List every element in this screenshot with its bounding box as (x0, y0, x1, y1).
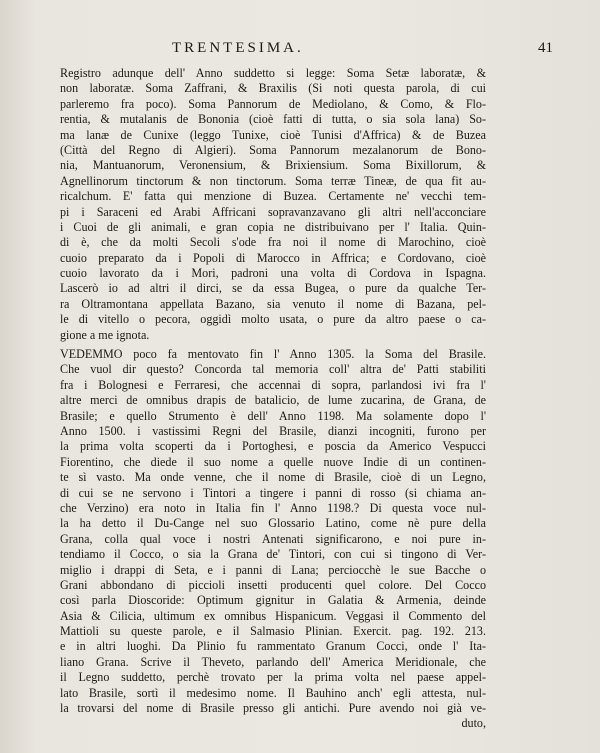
text-line: te sì vasto. Ma onde venne, che il nome di Brasile, cioè di un Legno, (60, 470, 486, 485)
text-line: gione a me ignota. (60, 327, 150, 342)
text-line: il Legno suddetto, perchè trovato per la prima volta nel paese appel- (60, 670, 486, 685)
text-line: la trovarsi del nome di Brasile presso gli antichi. Pure avendo noi già ve- (60, 701, 486, 716)
text-line: rentia, & mutalanis de Bononia (cioè fatti di tutta, o sia sola lana) So- (60, 112, 486, 127)
text-line: così parla Dioscoride: Optimum gignitur in Galatia & Armenia, deinde (60, 593, 486, 608)
paragraph (60, 347, 486, 716)
text-line: cuoio lavorato da i Mori, padroni una volta di Cordova in Ispagna. (60, 266, 486, 281)
text-line: Agnellinorum tinctorum & non tinctorum. Soma terræ Tineæ, de qua fit au- (60, 173, 486, 188)
text-line: VEDEMMO poco fa mentovato fin l' Anno 1305. la Soma del Brasile. (60, 347, 486, 362)
text-line: Mattioli su queste parole, e il Salmasio Plinian. Exercit. pag. 192. 213. (60, 624, 486, 639)
text-line: altre merci de omnibus drapis de batalicio, de lume zucarina, de Grana, de (60, 393, 486, 408)
text-line: le di vitello o pecora, oggidì molto usata, o pure da altro paese o ca- (60, 312, 486, 327)
text-line: cuoio preparato da i Popoli di Marocco in Affrica; e Cordovano, cioè (60, 250, 486, 265)
text-line: ricalchum. E' fatta qui menzione di Buzea. Certamente ne' vecchi tem- (60, 189, 486, 204)
text-line: Brasile; e quello Strumento è dell' Anno 1198. Ma solamente dopo l' (60, 408, 486, 423)
page-number: 41 (538, 40, 553, 56)
text-line: ma lanæ de Cunixe (leggo Tunixe, cioè Tunisi d'Affrica) & de Buzea (60, 127, 486, 142)
text-line: Registro adunque dell' Anno suddetto si legge: Soma Setæ laboratæ, & (60, 66, 486, 80)
text-body (60, 66, 486, 732)
page-header (0, 40, 600, 62)
text-line: liano Grana. Scrive il Theveto, parlando dell' America Meridionale, che (60, 654, 486, 669)
text-line: la prima volta scoperti da i Portoghesi, e poscia da Americo Vespucci (60, 439, 486, 454)
text-line: fra i Bolognesi e Ferraresi, che accennai di sopra, parlandosi ivi fra l' (60, 377, 486, 392)
text-line: miglio i drappi di Seta, e i panni di Lana; perciocchè le sue Bacche o (60, 562, 486, 577)
text-line: che Verzino) era noto in Italia fin l' Anno 1198.? Di questa voce nul- (60, 500, 486, 515)
text-line: Grani abbondano di piccioli insetti producenti quel colore. Del Cocco (60, 577, 486, 592)
text-line: ra Oltramontana appellata Bazano, sia venuto il nome di Bazana, pel- (60, 296, 486, 311)
text-line: e in altri luoghi. Da Plinio fu rammentato Granum Cocci, onde l' Ita- (60, 639, 486, 654)
text-line: la ha detto il Du-Cange nel suo Glossario Latino, come nè pure della (60, 516, 486, 531)
catchword: duto, (461, 716, 486, 731)
paragraph (60, 66, 486, 343)
text-line: Che vuol dir questo? Concorda tal memoria coll' altra de' Patti stabiliti (60, 362, 486, 377)
text-line: Asia & Cilicia, ultimum ex omnibus Hispanicum. Veggasi il Commento del (60, 608, 486, 623)
text-line: Grana, colla qual voce i nostri Antenati significarono, e noi pure in- (60, 531, 486, 546)
text-line: Anno 1500. i vastissimi Regni del Brasile, dianzi incogniti, furono per (60, 423, 486, 438)
running-title: TRENTESIMA. (172, 40, 304, 56)
text-line: tendiamo il Cocco, o sia la Grana de' Tintori, con cui si tingono di Ver- (60, 547, 486, 562)
text-line: nia, Mantuanorum, Veronensium, & Brixiensium. Soma Bixillorum, & (60, 158, 486, 173)
text-line: (Città del Regno di Algieri). Soma Pannorum mezalanorum de Bono- (60, 142, 486, 157)
text-line: i Cuoi de gli animali, e gran copia ne distribuivano per l' Italia. Quin- (60, 219, 486, 234)
text-line: di cui se ne servono i Tintori a tingere i panni di rosso (si chiama an- (60, 485, 486, 500)
text-line: pi i Saraceni ed Arabi Affricani sopravanzavano gli altri nell'acconciare (60, 204, 486, 219)
text-line: lato Brasile, sortì il medesimo nome. Il Bauhino anch' egli attesta, nul- (60, 685, 486, 700)
text-line: Lascerò io ad altri il dirci, se da essa Bugea, o pure da qualche Ter- (60, 281, 486, 296)
text-line: di è, che da molti Secoli s'ode fra noi il nome di Marochino, cioè (60, 235, 486, 250)
text-line: non laboratæ. Soma Zaffrani, & Braxilis (Si noti questa parola, di cui (60, 81, 486, 96)
text-line: Fiorentino, che diede il suo nome a quelle nuove Indie di un continen- (60, 454, 486, 469)
text-line: parleremo fra poco). Soma Pannorum de Mediolano, & Como, & Flo- (60, 96, 486, 111)
